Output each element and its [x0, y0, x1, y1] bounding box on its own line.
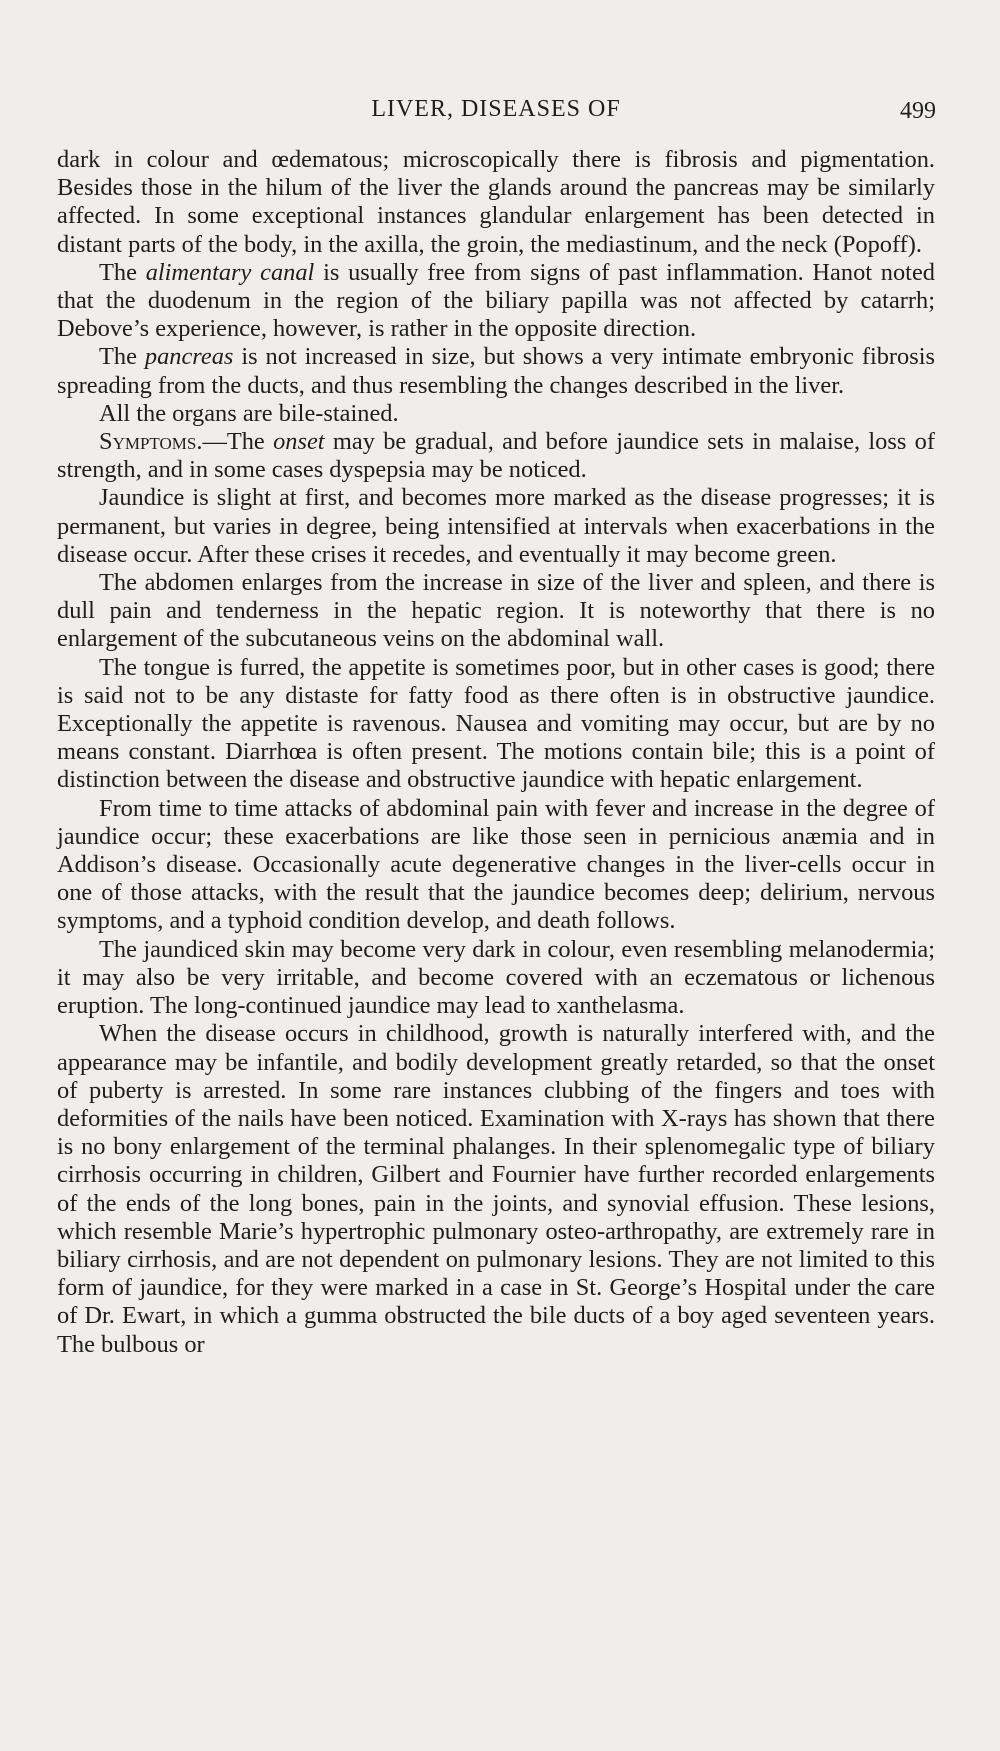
italic-term: onset	[273, 428, 325, 456]
italic-term: pancreas	[144, 343, 234, 371]
paragraph-glands	[57, 146, 935, 259]
paragraph-abdomen	[57, 569, 935, 654]
paragraph-attacks	[57, 795, 935, 936]
paragraph-text: The tongue is furred, the appetite is sometimes poor, but in other cases is good; there is said not to be any distaste for fatty food as there often is in obstructive jaundice. Exceptionally the appetite is ravenous. Nausea and vomiting may occur, but are by no means constant. Diarrhœa is often present. The motions contain bile; this is a point of distinction between the disease and obstructive jaundice with hepatic enlargement.	[57, 653, 935, 794]
page-number: 499	[900, 98, 936, 124]
paragraph-symptoms	[57, 428, 935, 484]
paragraph-alimentary-canal	[57, 259, 935, 344]
paragraph-text: —The	[202, 428, 274, 456]
running-title: LIVER, DISEASES OF	[371, 96, 621, 122]
paragraph-childhood	[57, 1020, 935, 1358]
paragraph-text: The abdomen enlarges from the increase in size of the liver and spleen, and there is dull pain and tenderness in the hepatic region. It is noteworthy that there is no enlargement of the subcutaneous veins on the abdominal wall.	[57, 569, 935, 653]
paragraph-text: When the disease occurs in childhood, growth is naturally interfered with, and the appearance may be infantile, and bodily development greatly retarded, so that the onset of puberty is arrested. In some rare instances clubbing of the fingers and toes with deformities of the nails have been noticed. Examination with X-rays has shown that there is no bony enlargement of the terminal phalanges. In their splenomegalic type of biliary cirrhosis occurring in children, Gilbert and Fournier have further recorded enlargements of the ends of the long bones, pain in the joints, and synovial effusion. These lesions, which resemble Marie’s hypertrophic pulmonary osteo-arthropathy, are extremely rare in biliary cirrhosis, and are not dependent on pulmonary lesions. They are not limited to this form of jaundice, for they were marked in a case in St. George’s Hospital under the care of Dr. Ewart, in which a gumma obstructed the bile ducts of a boy aged seventeen years. The bulbous or	[57, 1020, 935, 1358]
paragraph-text: The	[99, 258, 146, 286]
paragraph-text: All the organs are bile-stained.	[99, 399, 399, 427]
paragraph-jaundice	[57, 484, 935, 569]
paragraph-text: Jaundice is slight at first, and becomes more marked as the disease progresses; it is permanent, but varies in degree, being intensified at intervals when exacerbations in the disease occur. After these crises it recedes, and eventually it may become green.	[57, 484, 935, 568]
paragraph-tongue	[57, 654, 935, 795]
paragraph-text: The jaundiced skin may become very dark in colour, even resembling melanodermia; it may also be very irritable, and become covered with an eczematous or lichenous eruption. The long-continued jaundice may lead to xanthelasma.	[57, 935, 935, 1020]
paragraph-pancreas	[57, 343, 935, 399]
italic-term: alimentary canal	[145, 258, 315, 286]
paragraph-text: From time to time attacks of abdominal pain with fever and increase in the degree of jaundice occur; these exacerbations are like those seen in pernicious anæmia and in Addison’s disease. Occasionally acute degenerative changes in the liver-cells occur in one of those attacks, with the result that the jaundice becomes deep; delirium, nervous symptoms, and a typhoid condition develop, and death follows.	[57, 794, 935, 935]
running-head	[56, 96, 936, 132]
paragraph-skin	[57, 936, 935, 1021]
section-heading: Symptoms.	[99, 428, 203, 456]
body-text	[57, 146, 935, 1359]
paragraph-text: may be gradual, and before jaundice sets in malaise, loss of strength, and in some cases dyspepsia may be noticed.	[57, 428, 935, 484]
paragraph-text: dark in colour and œdematous; microscopically there is fibrosis and pigmentation. Besides those in the hilum of the liver the glands around the pancreas may be similarly affected. In some exceptional instances glandular enlargement has been detected in distant parts of the body, in the axilla, the groin, the mediastinum, and the neck (Popoff).	[57, 146, 935, 258]
paragraph-text: The	[99, 343, 145, 371]
paragraph-text: is not increased in size, but shows a very intimate embryonic fibrosis spreading from the ducts, and thus resembling the changes described in the liver.	[57, 343, 935, 399]
paragraph-bile-stained	[57, 400, 935, 428]
paragraph-text: is usually free from signs of past inflammation. Hanot noted that the duodenum in the region of the biliary papilla was not affected by catarrh; Debove’s experience, however, is rather in the opposite direction.	[57, 258, 935, 343]
